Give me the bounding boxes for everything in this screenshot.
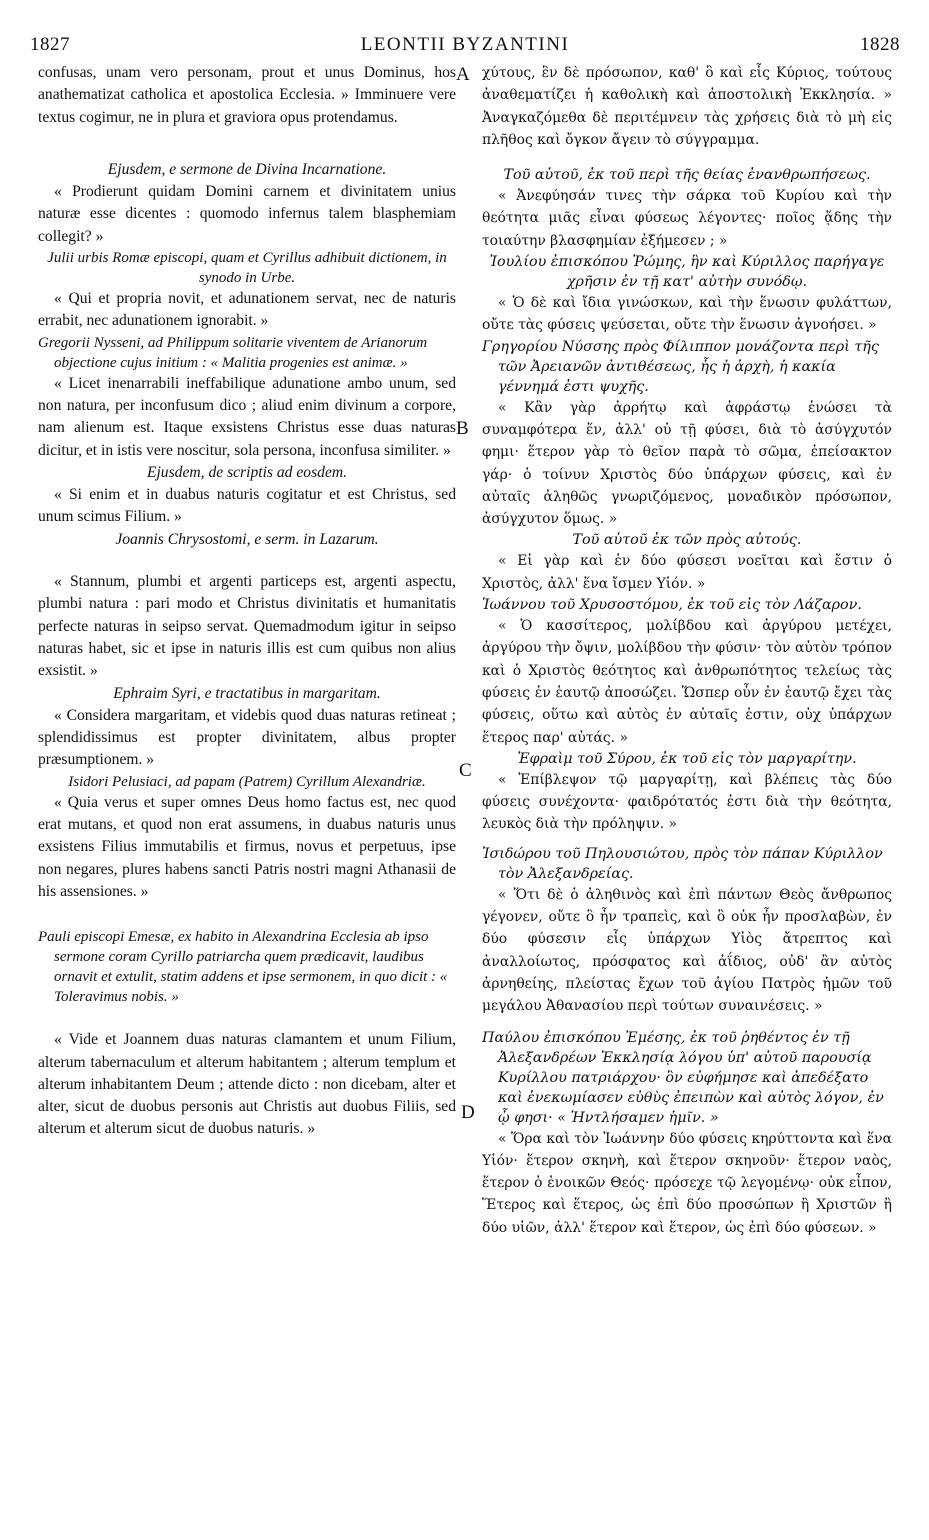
latin-paragraph: « Quia verus et super omnes Deus homo factus est, nec quod erat mutans, et quod non erat assumens, in duabus naturis unus exsistens Filius immutabilis et firmus, novus et perpetuus, ipse non negares, plures habens sancti Patris nostri magni Athanasii de his assensiones. » bbox=[38, 793, 456, 900]
greek-heading: Παύλου ἐπισκόπου Ἐμέσης, ἐκ τοῦ ῥηθέντος ἐν τῇ Ἀλεξανδρέων Ἐκκλησίᾳ λόγου ὑπ' αὐτοῦ παρουσίᾳ Κυρίλλου πατριάρχου· ὃν εὐφήμησε καὶ ἀπεδέξατο καὶ ἐνεκωμίασεν εὐθὺς ἐπειπὼν καὶ αὐτὸς λόγον, ἐν ᾧ φησι· « Ἠντλήσαμεν ἡμῖν. » bbox=[482, 1029, 884, 1126]
latin-heading: Ejusdem, e sermone de Divina Incarnatione. bbox=[107, 160, 387, 178]
latin-paragraph: « Si enim et in duabus naturis cogitatur et est Christus, sed unum scimus Filium. » bbox=[38, 486, 456, 526]
latin-paragraph: « Prodierunt quidam Domini carnem et divinitatem unius naturæ esse dicentes : quomodo infernus talem blasphemiam collegit? » bbox=[38, 183, 456, 245]
margin-marker-b: B bbox=[456, 418, 469, 439]
greek-paragraph: « Ἀνεφύησάν τινες τὴν σάρκα τοῦ Κυρίου καὶ τὴν θεότητα μιᾶς εἶναι φύσεως λέγοντες· ποῖος ᾅδης τὴν τοιαύτην βλασφημίαν ἐξήμεσεν ; » bbox=[482, 188, 892, 249]
greek-heading: Τοῦ αὐτοῦ ἐκ τῶν πρὸς αὐτούς. bbox=[572, 532, 802, 549]
latin-paragraph: « Licet inenarrabili ineffabilique adunatione ambo unum, sed non natura, per inconfusum dico ; aliud enim divinum a corpore, nam alienum est. Itaque exsistens Christus esse duas naturas dicitur, et in istis vere noscitur, sola persona, inconfusa similiter. » bbox=[38, 374, 456, 459]
latin-heading: Isidori Pelusiaci, ad papam (Patrem) Cyrillum Alexandriæ. bbox=[68, 773, 426, 790]
latin-heading: Joannis Chrysostomi, e serm. in Lazarum. bbox=[115, 530, 379, 548]
greek-paragraph: χύτους, ἓν δὲ πρόσωπον, καθ' ὃ καὶ εἷς Κύριος, τούτους ἀναθεματίζει ἡ καθολικὴ καὶ ἀποστολικὴ Ἐκκλησία. » Ἀναγκαζόμεθα δὲ περιτέμνειν τὰς χρήσεις διὰ τὸ μὴ εἰς πλῆθος καὶ ὄγκον ἄγειν τὸ σύγγραμμα. bbox=[482, 65, 892, 148]
greek-paragraph: « Ὁ κασσίτερος, μολίβδου καὶ ἀργύρου μετέχει, ἀργύρου τὴν ὄψιν, μολίβδου τὴν φύσιν· τὸν αὐτὸν τρόπον καὶ ὁ Χριστὸς θεότητος καὶ ἀνθρωπότητος τελείως τὰς φύσεις ἐν ἑαυτῷ ἀποσώζει. Ὥσπερ οὖν ἐν ἑαυτῷ ἔχει τὰς φύσεις, οὕτω καὶ αὐτὸς ἐν αὐταῖς ἐστιν, οὐχ ὑπάρχων ἕτερος παρ' αὐτάς. » bbox=[482, 618, 892, 746]
latin-paragraph: confusas, unam vero personam, prout et unus Dominus, hos anathematizat catholica et apostolica Ecclesia. » Imminuere vere textus cogimur, ne in plura et graviora opus protendamus. bbox=[38, 64, 456, 126]
running-header bbox=[30, 34, 900, 60]
latin-paragraph: « Vide et Joannem duas naturas clamantem et unum Filium, alterum tabernaculum et alterum habitantem ; alterum templum et alterum inhabitantem Deum ; attende dicto : non dicebam, alter et alter, sicut de duobus personis aut Christis aut duobus Filiis, sed alterum et alterum sicut de duobus naturis. » bbox=[38, 1031, 456, 1138]
margin-marker-d: D bbox=[461, 1102, 475, 1123]
greek-heading: Τοῦ αὐτοῦ, ἐκ τοῦ περὶ τῆς θείας ἐνανθρωπήσεως. bbox=[503, 167, 871, 184]
greek-paragraph: « Κἂν γὰρ ἀρρήτῳ καὶ ἀφράστῳ ἑνώσει τὰ συναμφότερα ἕν, ἀλλ' οὐ τῇ φύσει, διὰ τὸ ἀσύγχυτόν φημι· ἕτερον γὰρ τὸ θεῖον παρὰ τὸ σῶμα, ἐπείσακτον γάρ· ὁ τοίνυν Χριστὸς δύο ὑπάρχων φύσεις, καὶ ἐν αὐταῖς ἀληθῶς γνωριζόμενος, μοναδικὸν πρόσωπον, ἀσύγχυτον ὅμως. » bbox=[482, 399, 892, 528]
greek-paragraph: « Ἐπίβλεψον τῷ μαργαρίτῃ, καὶ βλέπεις τὰς δύο φύσεις συνέχοντα· φαιδρότατός ἐστι διὰ τὴν θεότητα, λευκὸς διὰ τὴν πρόληψιν. » bbox=[482, 771, 892, 833]
greek-paragraph: « Ὁ δὲ καὶ ἴδια γινώσκων, καὶ τὴν ἕνωσιν φυλάττων, οὔτε τὰς φύσεις ψεύσεται, οὔτε τὴν ἕνωσιν ἀγνοήσει. » bbox=[482, 295, 892, 334]
latin-heading: Gregorii Nysseni, ad Philippum solitarie viventem de Arianorum objectione cujus initium : « Malitia progenies est animæ. » bbox=[38, 334, 428, 371]
latin-column bbox=[38, 62, 456, 1141]
greek-paragraph: « Ὅρα καὶ τὸν Ἰωάννην δύο φύσεις κηρύττοντα καὶ ἕνα Υἱόν· ἕτερον σκηνὴ, καὶ ἕτερον σκηνοῦν· ἕτερον ναὸς, ἕτερον ὁ ἐνοικῶν Θεός· πρόσεχε τῷ λεγομένῳ· οὐκ εἶπον, Ἕτερος καὶ ἕτερος, ὡς ἐπὶ δύο προσώπων ἢ Χριστῶν ἢ δύο υἱῶν, ἀλλ' ἕτερον καὶ ἕτερον, ὡς ἐπὶ δύο φύσεων. » bbox=[482, 1130, 892, 1236]
greek-heading: Γρηγορίου Νύσσης πρὸς Φίλιππον μονάζοντα περὶ τῆς τῶν Ἀρειανῶν ἀντιθέσεως, ἧς ἡ ἀρχὴ, ἡ κακία γέννημά ἐστι ψυχῆς. bbox=[482, 338, 879, 395]
greek-heading: Ἰωάννου τοῦ Χρυσοστόμου, ἐκ τοῦ εἰς τὸν Λάζαρον. bbox=[482, 597, 862, 614]
running-title: LEONTII BYZANTINI bbox=[360, 34, 570, 55]
latin-paragraph: « Qui et propria novit, et adunationem servat, nec de naturis errabit, nec adunationem ignorabit. » bbox=[38, 290, 456, 330]
margin-marker-c: C bbox=[459, 760, 472, 781]
greek-heading: Ἰσιδώρου τοῦ Πηλουσιώτου, πρὸς τὸν πάπαν Κύριλλον τὸν Ἀλεξανδρείας. bbox=[482, 845, 883, 882]
latin-heading: Ephraim Syri, e tractatibus in margaritam. bbox=[113, 684, 381, 702]
greek-paragraph: « Ὅτι δὲ ὁ ἀληθινὸς καὶ ἐπὶ πάντων Θεὸς ἄνθρωπος γέγονεν, οὔτε ὃ ἦν τραπεὶς, καὶ ὃ οὐκ ἦν προσλαβὼν, ἐν δύο φύσεσιν εἷς ὑπάρχων Υἱὸς ἄτρεπτος καὶ ἀναλλοίωτος, πρόσφατος καὶ ἀΐδιος, οὐδ' ἂν αὐτὸς ἀρνηθείης, πλείστας ἔχων τοῦ ἁγίου Πατρὸς ἡμῶν τοῦ μεγάλου Ἀθανασίου περὶ τούτων συναινέσεις. » bbox=[482, 886, 892, 1015]
latin-paragraph: « Considera margaritam, et videbis quod duas naturas retineat ; splendidissimus est propter divinitatem, albus propter præsumptionem. » bbox=[38, 706, 456, 769]
greek-column bbox=[482, 62, 892, 1239]
greek-heading: Ἰουλίου ἐπισκόπου Ῥώμης, ἣν καὶ Κύριλλος παρήγαγε χρῆσιν ἐν τῇ κατ' αὐτὴν συνόδῳ. bbox=[489, 254, 885, 291]
page-number-right: 1828 bbox=[860, 34, 900, 55]
greek-heading: Ἐφραὶμ τοῦ Σύρου, ἐκ τοῦ εἰς τὸν μαργαρίτην. bbox=[517, 750, 857, 767]
latin-heading: Julii urbis Romæ episcopi, quam et Cyrillus adhibuit dictionem, in synodo in Urbe. bbox=[47, 250, 447, 287]
greek-paragraph: « Εἰ γὰρ καὶ ἐν δύο φύσεσι νοεῖται καὶ ἔστιν ὁ Χριστὸς, ἀλλ' ἕνα ἴσμεν Υἱόν. » bbox=[482, 553, 892, 592]
latin-paragraph: « Stannum, plumbi et argenti particeps est, argenti aspectu, plumbi natura : pari modo et Christus divinitatis et humanitatis perfecte naturas in seipso servat. Quemadmodum igitur in seipso naturas habet, sic et ipse in naturis illis est cum quibus non alius exsistit. » bbox=[38, 573, 456, 680]
page-number-left: 1827 bbox=[30, 34, 70, 55]
margin-marker-a: A bbox=[456, 64, 470, 85]
latin-heading: Ejusdem, de scriptis ad eosdem. bbox=[146, 463, 348, 481]
latin-heading: Pauli episcopi Emesæ, ex habito in Alexandrina Ecclesia ab ipso sermone coram Cyrillo patriarcha quem prædicavit, laudibus ornavit et extulit, statim addens et ipse sermonem, in quo dicit : « Toleravimus nobis. » bbox=[38, 929, 448, 1006]
